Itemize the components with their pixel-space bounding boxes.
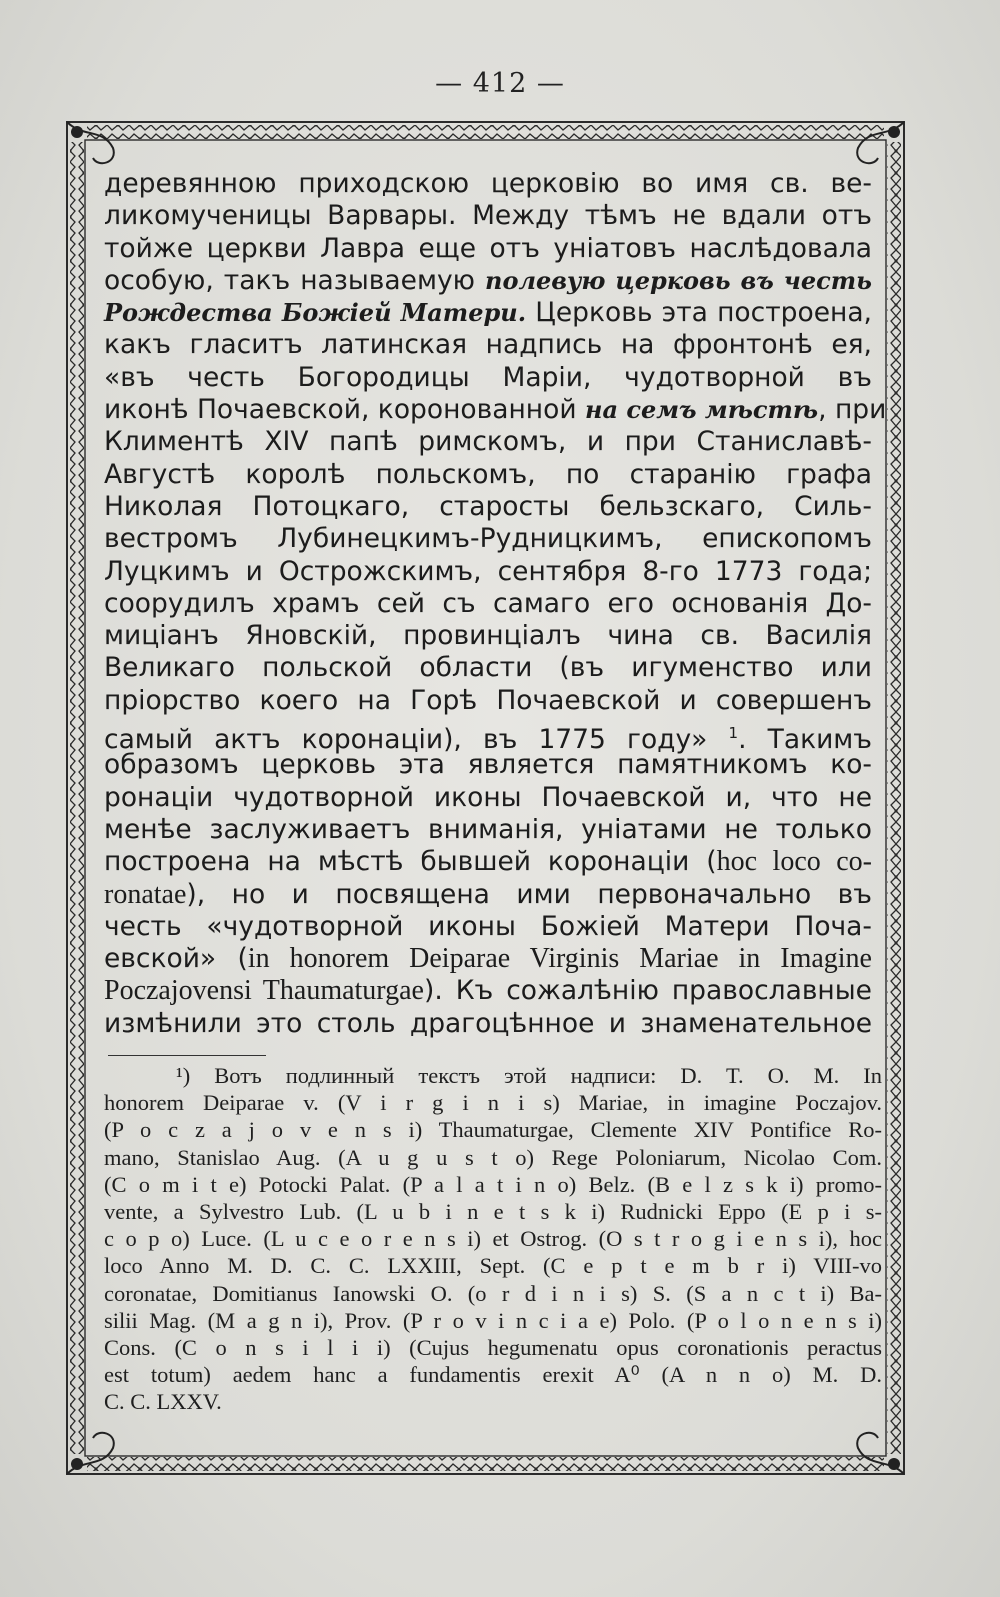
footnote-line: C. C. LXXV.: [104, 1389, 222, 1415]
text-line: Николая Потоцкаго, старосты бельзскаго, Силь-: [104, 490, 872, 522]
footnote-line: silii Mag. (M a g n i), Prov. (P r o v i n c i a e) Polo. (P o l o n e n s i): [104, 1307, 882, 1333]
text-line: [104, 394, 887, 426]
text-segment: . Такимъ: [738, 723, 873, 755]
text-line: ронаціи чудотворной иконы Почаевской и, что не: [104, 781, 872, 813]
italic-phrase: на семъ мѣстѣ: [584, 395, 819, 425]
footnote-line: (C o m i t e) Potocki Palat. (P a l a t i n o) Belz. (B e l z s k i) promo-: [104, 1171, 882, 1197]
text-segment: , при: [818, 394, 887, 426]
text-line: тойже церкви Лавра еще отъ уніатовъ наслѣдовала: [104, 232, 872, 264]
text-line: Климентѣ XIV папѣ римскомъ, и при Станиславѣ-: [104, 426, 872, 458]
text-segment: евской» (: [104, 943, 248, 975]
footnote-line: honorem Deiparae v. (V i r g i n i s) Mariae, in imagine Poczajov.: [104, 1090, 882, 1116]
latin-phrase: Poczajovensi Thaumaturgae: [104, 975, 424, 1007]
text-line: [104, 717, 873, 755]
text-line: Великаго польской области (въ игуменство или: [104, 652, 872, 684]
footnote-line: coronatae, Domitianus Ianowski O. (o r d i n i s) S. (S a n c t i) Ba-: [104, 1280, 882, 1306]
text-line: пріорство коего на Горѣ Почаевской и совершенъ: [104, 684, 872, 716]
footnote-line: c o p o) Luce. (L u c e o r e n s i) et Ostrog. (O s t r o g i e n s i), hoc: [104, 1226, 882, 1252]
text-line: честь «чудотворной иконы Божіей Матери Поча-: [104, 910, 872, 942]
text-line: [104, 975, 872, 1007]
text-line: соорудилъ храмъ сей съ самаго его основанія До-: [104, 587, 872, 619]
footnote-marker: 1: [728, 724, 739, 743]
footnote-line: ¹) Вотъ подлинный текстъ этой надписи: D. T. O. M. In: [176, 1063, 882, 1088]
page-number: — 412 —: [435, 68, 565, 99]
text-segment: особую, такъ называемую: [104, 264, 485, 296]
italic-phrase: Рождества Божіей Матери.: [104, 298, 527, 328]
text-line: миціанъ Яновскій, провинціалъ чина св. Василія: [104, 620, 872, 652]
text-segment: ). Къ сожалѣнію православные: [423, 975, 872, 1007]
text-line: [104, 846, 872, 878]
text-segment: построена на мѣстѣ бывшей коронаціи (: [104, 846, 717, 878]
footnote-line: (P o c z a j o v e n s i) Thaumaturgae, Clemente XIV Pontifice Ro-: [104, 1117, 882, 1143]
text-line: менѣе заслуживаетъ вниманія, уніатами не только: [104, 813, 872, 845]
footnote: [104, 1062, 882, 1415]
footnote-line: Cons. (C o n s i l i i) (Cujus hegumenatu opus coronationis peractus: [104, 1334, 882, 1360]
text-segment: Церковь эта построена,: [526, 297, 872, 329]
footnote-line: vente, a Sylvestro Lub. (L u b i n e t s k i) Rudnicki Eppo (E p i s-: [104, 1198, 882, 1224]
text-line: какъ гласитъ латинская надпись на фронтонѣ ея,: [104, 329, 872, 361]
latin-phrase: in honorem Deiparae Virginis Mariae in Imagine: [247, 943, 872, 975]
italic-phrase: полевую церковь въ честь: [485, 265, 872, 295]
text-line: «въ честь Богородицы Маріи, чудотворной въ: [104, 361, 872, 393]
text-line: [104, 297, 872, 329]
footnote-line: loco Anno M. D. C. C. LXXIII, Sept. (C e p t e m b r i) VIII-vo: [104, 1253, 882, 1279]
text-line: вестромъ Лубинецкимъ-Рудницкимъ, епископомъ: [104, 523, 872, 555]
text-line: Августѣ королѣ польскомъ, по старанію графа: [104, 458, 872, 490]
text-line: [104, 943, 872, 975]
footnote-line: mano, Stanislao Aug. (A u g u s t o) Rege Poloniarum, Nicolao Com.: [104, 1144, 882, 1170]
main-text: [104, 168, 887, 1040]
footnote-line: est totum) aedem hanc a fundamentis erexit A⁰ (A n n o) M. D.: [104, 1362, 882, 1388]
text-line: [104, 265, 872, 297]
footnote-divider: [108, 1055, 266, 1056]
text-line: Луцкимъ и Острожскимъ, сентября 8-го 1773 года;: [104, 555, 872, 587]
text-segment: иконѣ Почаевской, коронованной: [104, 394, 585, 426]
latin-phrase: hoc loco co-: [716, 846, 872, 878]
text-segment: самый актъ коронаціи), въ 1775 году»: [104, 723, 729, 755]
text-line: деревянною приходскою церковію во имя св. ве-: [104, 168, 872, 199]
text-line: образомъ церковь эта является памятникомъ ко-: [104, 749, 872, 781]
latin-phrase: ronatae: [104, 878, 187, 910]
text-line: ликомученицы Варвары. Между тѣмъ не вдали отъ: [104, 200, 872, 232]
text-line: [104, 879, 872, 911]
text-line: измѣнили это столь драгоцѣнное и знаменательное: [104, 1007, 872, 1039]
text-segment: ), но и посвящена ими первоначально въ: [186, 878, 872, 910]
